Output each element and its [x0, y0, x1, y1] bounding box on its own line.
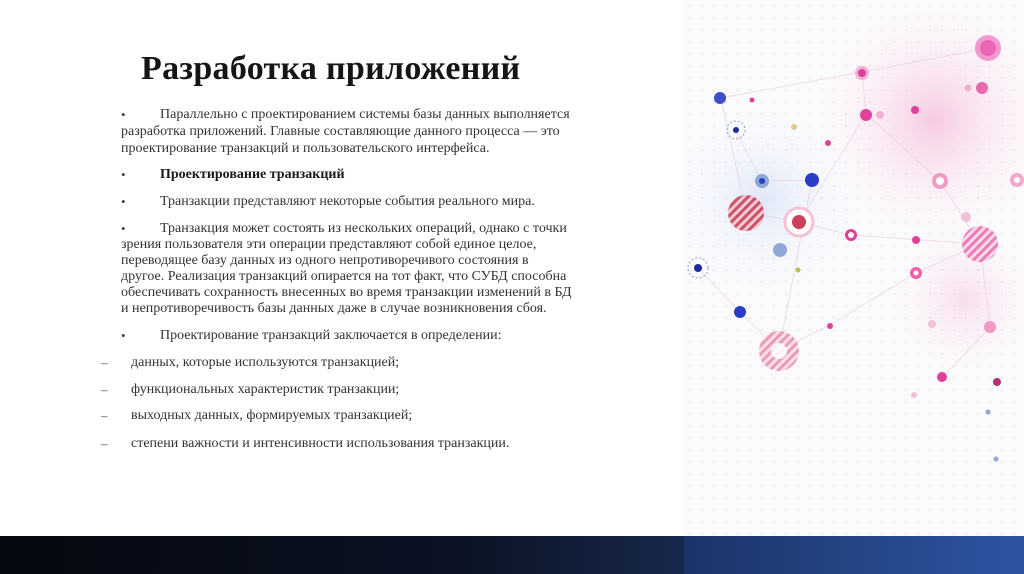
list-item: выходных данных, формируемых транзакцией; — [131, 408, 413, 423]
slide-title: Разработка приложений — [141, 50, 521, 87]
bullet-marker: • — [121, 221, 126, 236]
bullet-marker: • — [121, 194, 126, 209]
list-item: данных, которые используются транзакцией; — [131, 355, 400, 370]
paragraph-line: Транзакции представляют некоторые события реального мира. — [160, 194, 535, 209]
paragraph-line: зрения пользователя эти операции представляют собой единое целое, — [121, 237, 537, 252]
dash-marker: – — [101, 408, 108, 423]
list-item: степени важности и интенсивности использования транзакции. — [131, 436, 510, 451]
dash-marker: – — [101, 355, 108, 370]
section-heading: Проектирование транзакций — [160, 167, 345, 182]
dash-marker: – — [101, 382, 108, 397]
paragraph-line: другое. Реализация транзакций опирается на тот факт, что СУБД способна — [121, 269, 567, 284]
bullet-marker: • — [121, 107, 126, 122]
paragraph-line: и непротиворечивость базы данных даже в случае возникновения сбоя. — [121, 301, 547, 316]
bullet-marker: • — [121, 328, 126, 343]
paragraph-line: Транзакция может состоять из нескольких операций, однако с точки — [160, 221, 567, 236]
paragraph-line: Параллельно с проектированием системы базы данных выполняется — [160, 107, 570, 122]
footer-bar-accent — [684, 536, 1024, 574]
network-dots-illustration — [684, 0, 1024, 536]
dash-marker: – — [101, 436, 108, 451]
paragraph-line: проектирование транзакций и пользовательского интерфейса. — [121, 141, 490, 156]
list-item: функциональных характеристик транзакции; — [131, 382, 400, 397]
paragraph-line: разработка приложений. Главные составляющие данного процесса — это — [121, 124, 560, 139]
paragraph-line: Проектирование транзакций заключается в определении: — [160, 328, 502, 343]
paragraph-line: переводящее базу данных из одного непротиворечивого состояния в — [121, 253, 529, 268]
bullet-marker: • — [121, 167, 126, 182]
paragraph-line: обеспечивать сохранность внесенных во время транзакции изменений в БД — [121, 285, 572, 300]
